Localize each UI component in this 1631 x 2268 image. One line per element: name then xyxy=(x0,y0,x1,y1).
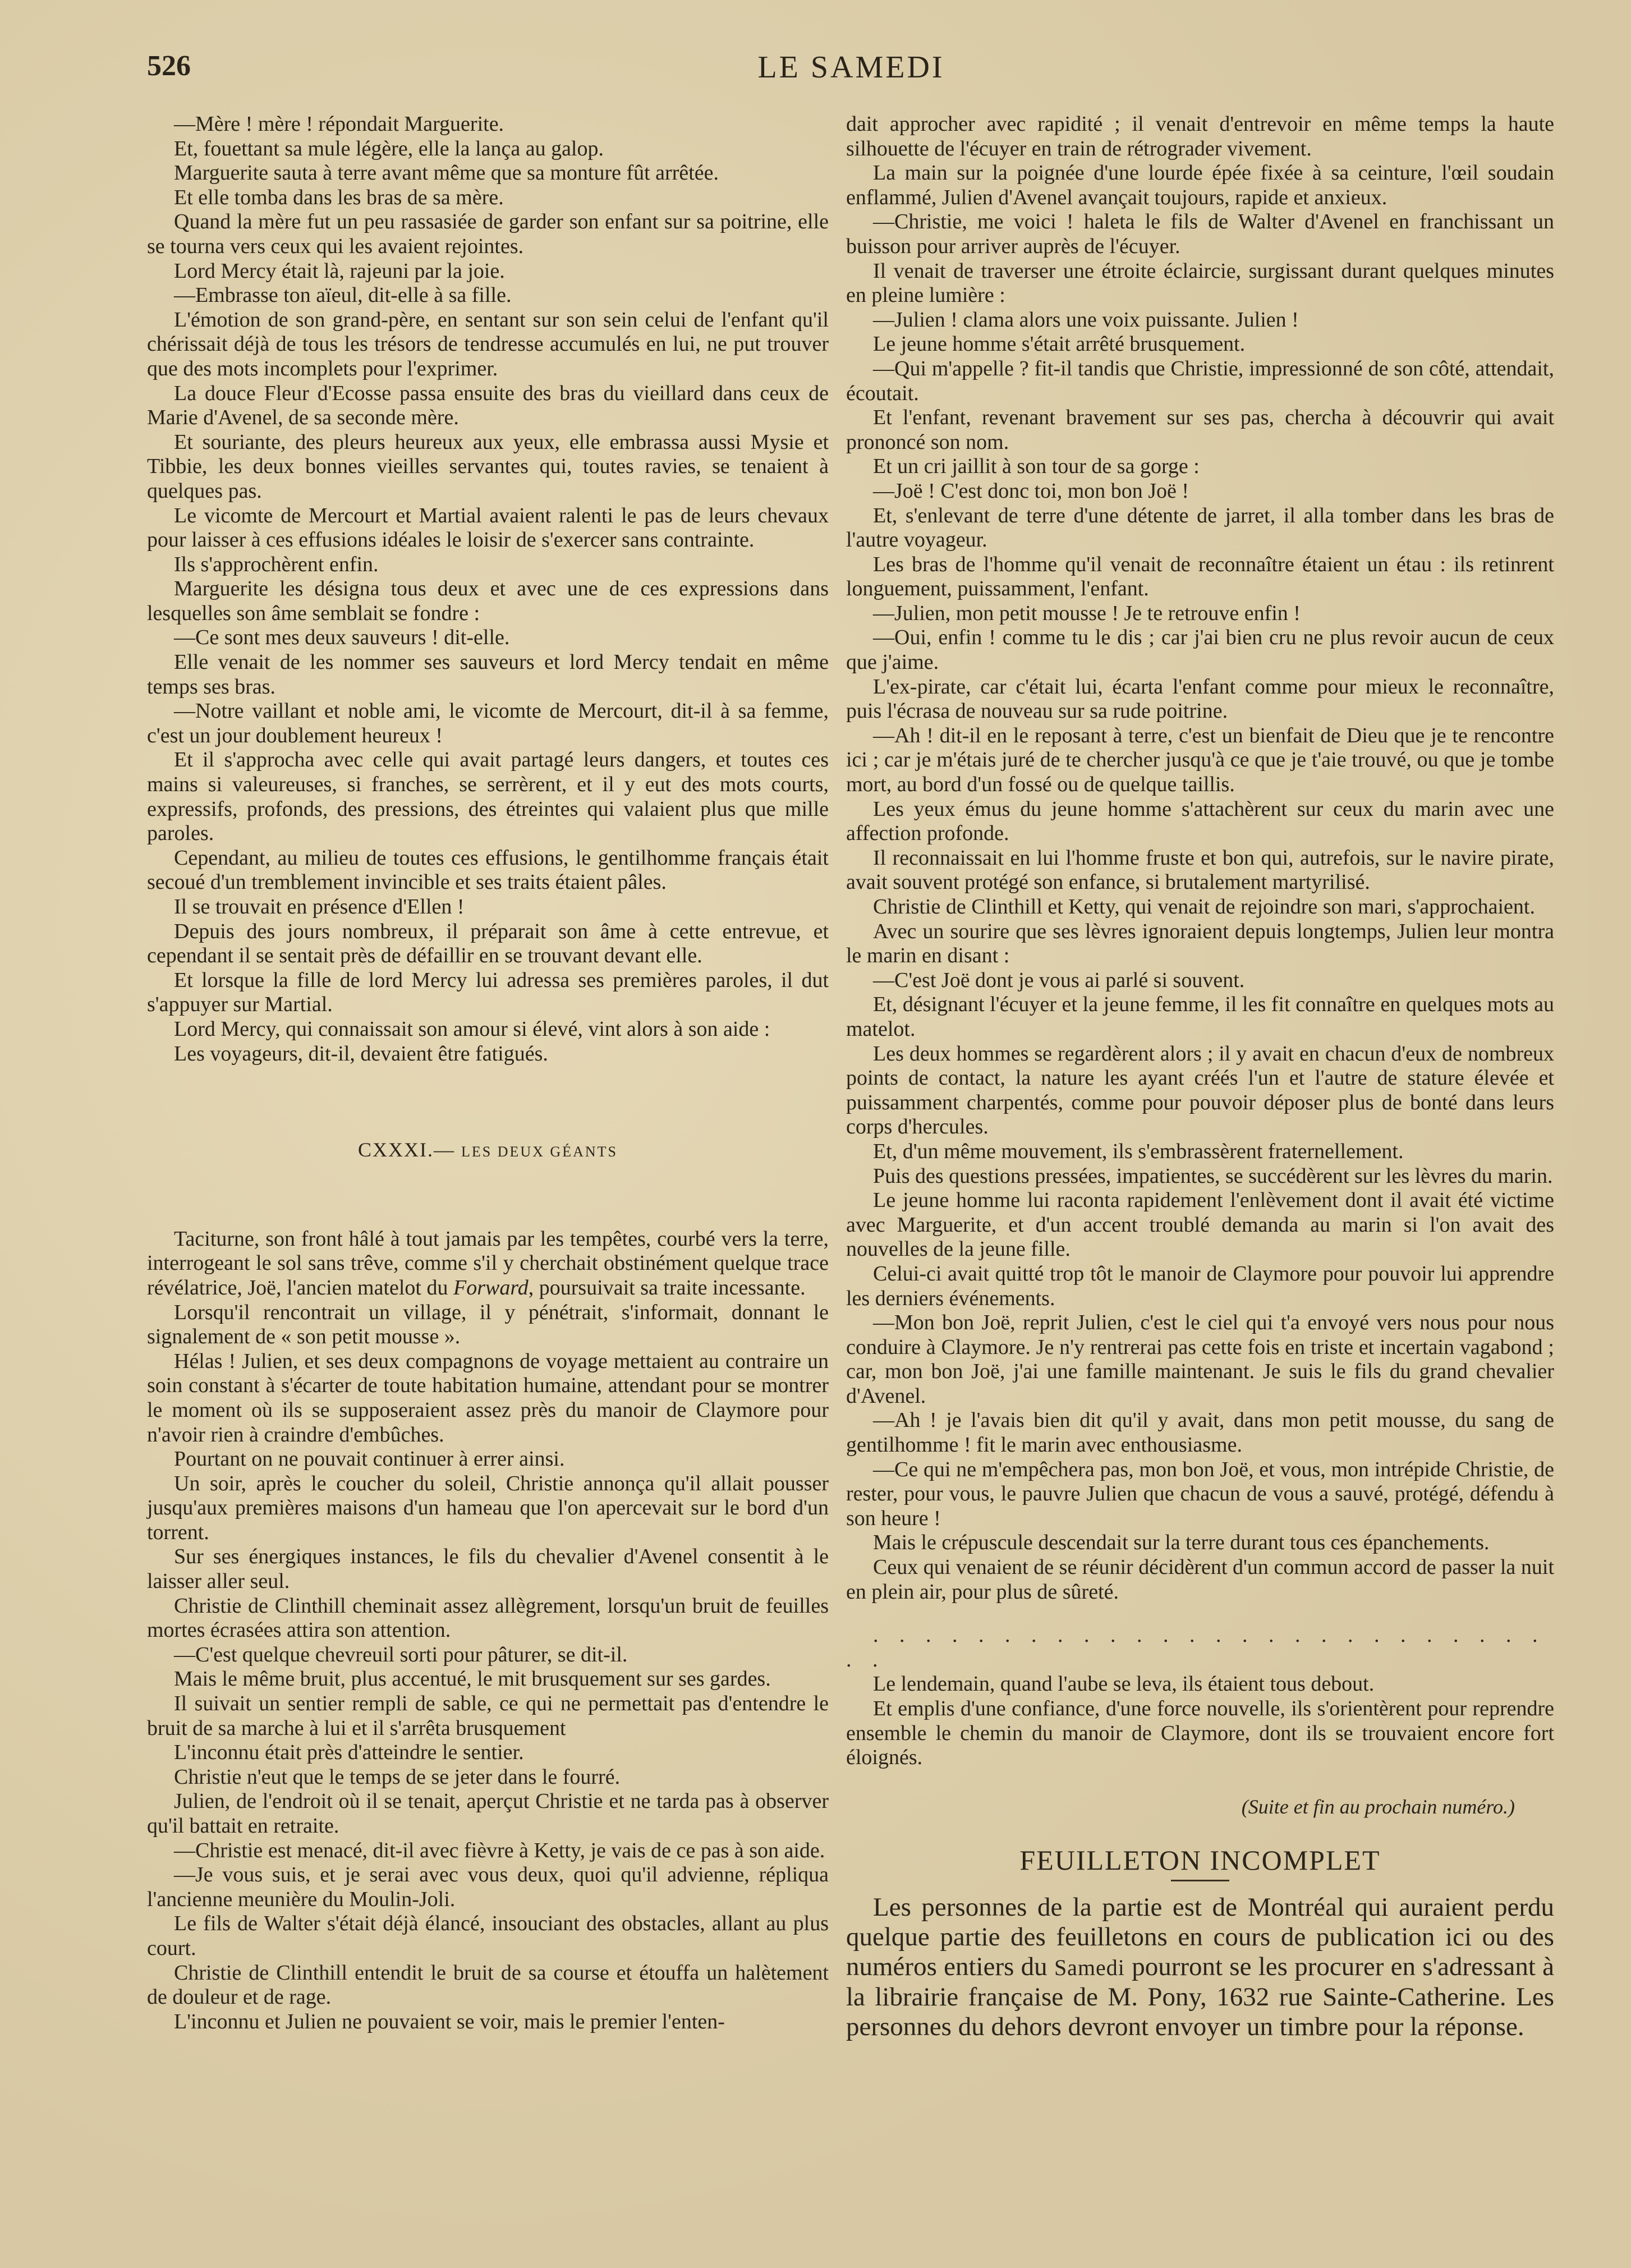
paragraph: Le jeune homme lui raconta rapidement l'enlèvement dont il avait été victime avec Marguerite, et d'un accent troublé demanda au marin si l'on avait des nouvelles de la jeune fille. xyxy=(846,1188,1554,1261)
paragraph: —C'est Joë dont je vous ai parlé si souvent. xyxy=(873,968,1245,992)
chapter-heading xyxy=(147,1138,829,1164)
paragraph: Et un cri jaillit à son tour de sa gorge : xyxy=(873,454,1200,479)
right-column xyxy=(846,112,1554,2042)
paragraph: Et lorsque la fille de lord Mercy lui adressa ses premières paroles, il dut s'appuyer sur Martial. xyxy=(147,968,829,1017)
paragraph: La douce Fleur d'Ecosse passa ensuite des bras du vieillard dans ceux de Marie d'Avenel, de sa seconde mère. xyxy=(147,381,829,430)
notice-text xyxy=(846,1893,1554,2042)
paragraph: —Notre vaillant et noble ami, le vicomte de Mercourt, dit-il à sa femme, c'est un jour doublement heureux ! xyxy=(147,699,829,747)
paragraph: Julien, de l'endroit où il se tenait, aperçut Christie et ne tarda pas à observer qu'il battait en retraite. xyxy=(147,1789,829,1838)
paragraph: Taciturne, son front hâlé à tout jamais par les tempêtes, courbé vers la terre, interrogeant le sol sans trêve, comme s'il y cherchait obstinément quelque trace révélatrice, Joë, l'ancien matelot du Forward, poursuivait sa traite incessante. xyxy=(147,1227,829,1300)
chapter-number: CXXXI.— xyxy=(358,1138,455,1161)
paragraph: dait approcher avec rapidité ; il venait d'entrevoir en même temps la haute silhouette de l'écuyer en train de rétrograder vivement. xyxy=(846,112,1554,160)
paragraph: —Ce sont mes deux sauveurs ! dit-elle. xyxy=(174,626,510,650)
paragraph: Il suivait un sentier rempli de sable, ce qui ne permettait pas d'entendre le bruit de sa marche à lui et il s'arrêta brusquement xyxy=(147,1692,829,1740)
paragraph: Sur ses énergiques instances, le fils du chevalier d'Avenel consentit à le laisser aller seul. xyxy=(147,1545,829,1594)
paragraph: —Oui, enfin ! comme tu le dis ; car j'ai bien cru ne plus revoir aucun de ceux que j'aime. xyxy=(846,626,1554,674)
paragraph: —Ah ! dit-il en le reposant à terre, c'est un bienfait de Dieu que je te rencontre ici ; car je m'étais juré de te chercher jusqu'à ce que je t'aie trouvé, ou que je tombe mort, au bord d'un fossé ou de quelque taillis. xyxy=(846,723,1554,797)
paragraph: Ils s'approchèrent enfin. xyxy=(174,552,379,576)
notice-text-part: pourront se les procurer en s'adressant à la librairie française de M. Pony, 1632 rue Sainte-Catherine. Les personnes du dehors devront envoyer un timbre pour la réponse. xyxy=(846,1952,1555,2041)
paragraph: Le vicomte de Mercourt et Martial avaient ralenti le pas de leurs chevaux pour laisser à ces effusions idéales le loisir de s'exercer sans contrainte. xyxy=(147,503,829,552)
paragraph: Et elle tomba dans les bras de sa mère. xyxy=(174,185,504,209)
paragraph: Ceux qui venaient de se réunir décidèrent d'un commun accord de passer la nuit en plein air, pour plus de sûreté. xyxy=(846,1555,1554,1604)
paragraph: Les bras de l'homme qu'il venait de reconnaître étaient un étau : ils retinrent longuement, puissamment, l'enfant. xyxy=(846,552,1554,601)
paragraph: L'émotion de son grand-père, en sentant sur son sein celui de l'enfant qu'il chérissait déjà de tous les trésors de tendresse accumulés en lui, ne put trouver que des mots incomplets pour l'exprimer. xyxy=(147,307,829,380)
paragraph: Hélas ! Julien, et ses deux compagnons de voyage mettaient au contraire un soin constant à s'écarter de toute habitation humaine, attendant pour se montrer le moment où ils se supposeraient assez près du manoir de Claymore pour n'avoir rien à craindre d'embûches. xyxy=(147,1349,829,1447)
paragraph: L'inconnu était près d'atteindre le sentier. xyxy=(174,1741,524,1765)
paragraph: Marguerite sauta à terre avant même que sa monture fût arrêtée. xyxy=(174,161,719,185)
paragraph: L'inconnu et Julien ne pouvaient se voir, mais le premier l'enten- xyxy=(174,2009,725,2033)
paragraph: Les deux hommes se regardèrent alors ; il y avait en chacun d'eux de nombreux points de contact, la nature les ayant créés l'un et l'autre de stature élevée et puissamment charpentés, comme pour pouvoir déposer plus de bonté dans leurs corps d'hercules. xyxy=(846,1041,1554,1139)
paragraph: Puis des questions pressées, impatientes, se succédèrent sur les lèvres du marin. xyxy=(873,1164,1553,1188)
paragraph: Christie de Clinthill cheminait assez allègrement, lorsqu'un bruit de feuilles mortes écrasées attira son attention. xyxy=(147,1594,829,1642)
paragraph: Celui-ci avait quitté trop tôt le manoir de Claymore pour pouvoir lui apprendre les derniers événements. xyxy=(846,1261,1554,1310)
paragraph: —Je vous suis, et je serai avec vous deux, quoi qu'il advienne, répliqua l'ancienne meunière du Moulin-Joli. xyxy=(147,1863,829,1911)
left-column xyxy=(147,112,829,2034)
newspaper-name: Samedi xyxy=(1054,1954,1125,1980)
paragraph: Cependant, au milieu de toutes ces effusions, le gentilhomme français était secoué d'un tremblement invincible et ses traits étaient pâles. xyxy=(147,846,829,894)
paragraph: Et, s'enlevant de terre d'une détente de jarret, il alla tomber dans les bras de l'autre voyageur. xyxy=(846,503,1554,552)
paragraph: —C'est quelque chevreuil sorti pour pâturer, se dit-il. xyxy=(174,1642,628,1666)
paragraph: Marguerite les désigna tous deux et avec une de ces expressions dans lesquelles son âme semblait se fondre : xyxy=(147,577,829,625)
paragraph: Et l'enfant, revenant bravement sur ses pas, chercha à découvrir qui avait prononcé son nom. xyxy=(846,406,1554,454)
paragraph: Et, désignant l'écuyer et la jeune femme, il les fit connaître en quelques mots au matelot. xyxy=(846,993,1554,1041)
page-number: 526 xyxy=(147,50,191,82)
continuation-note: (Suite et fin au prochain numéro.) xyxy=(1241,1795,1515,1818)
paragraph: Il se trouvait en présence d'Ellen ! xyxy=(174,895,465,919)
paragraph: Et, fouettant sa mule légère, elle la lança au galop. xyxy=(174,136,604,160)
paragraph: —Christie, me voici ! haleta le fils de Walter d'Avenel en franchissant un buisson pour arriver auprès de l'écuyer. xyxy=(846,210,1554,258)
paragraph: —Ce qui ne m'empêchera pas, mon bon Joë, et vous, mon intrépide Christie, de rester, pour vous, le pauvre Julien que chacun de vous a sauvé, protégé, défendu à son heure ! xyxy=(846,1457,1554,1530)
paragraph: Le jeune homme s'était arrêté brusquement. xyxy=(873,332,1246,356)
paragraph: Un soir, après le coucher du soleil, Christie annonça qu'il allait pousser jusqu'aux premières maisons d'un hameau que l'on apercevait sur le bord d'un torrent. xyxy=(147,1471,829,1544)
running-title: LE SAMEDI xyxy=(757,50,945,85)
paragraph: —Mère ! mère ! répondait Marguerite. xyxy=(174,112,504,136)
paragraph: Pourtant on ne pouvait continuer à errer ainsi. xyxy=(174,1447,565,1471)
paragraph: Les yeux émus du jeune homme s'attachèrent sur ceux du marin avec une affection profonde. xyxy=(846,797,1554,846)
paragraph: La main sur la poignée d'une lourde épée fixée à sa ceinture, l'œil soudain enflammé, Julien d'Avenel avançait toujours, rapide et anxieux. xyxy=(846,161,1554,209)
chapter-title: LES DEUX GÉANTS xyxy=(461,1144,618,1160)
paragraph: Le lendemain, quand l'aube se leva, ils étaient tous debout. xyxy=(873,1672,1375,1696)
paragraph: Mais le même bruit, plus accentué, le mit brusquement sur ses gardes. xyxy=(174,1667,771,1691)
paragraph: Mais le crépuscule descendait sur la terre durant tous ces épanchements. xyxy=(873,1531,1490,1555)
paragraph: Le fils de Walter s'était déjà élancé, insouciant des obstacles, allant au plus court. xyxy=(147,1912,829,1960)
paragraph: —Embrasse ton aïeul, dit-elle à sa fille. xyxy=(174,283,512,307)
paragraph: —Joë ! C'est donc toi, mon bon Joë ! xyxy=(873,479,1189,503)
paragraph: —Mon bon Joë, reprit Julien, c'est le ciel qui t'a envoyé vers nous pour nous conduire à Claymore. Je n'y rentrerai pas cette fois en triste et incertain vagabond ; car, mon bon Joë, j'ai une famille maintenant. Je suis le fils du grand chevalier d'Avenel. xyxy=(846,1311,1554,1408)
paragraph: —Ah ! je l'avais bien dit qu'il y avait, dans mon petit mousse, du sang de gentilhomme ! fit le marin avec enthousiasme. xyxy=(846,1408,1554,1457)
page-header xyxy=(147,49,1555,94)
paragraph: —Christie est menacé, dit-il avec fièvre à Ketty, je vais de ce pas à son aide. xyxy=(174,1838,825,1862)
paragraph: Et souriante, des pleurs heureux aux yeux, elle embrassa aussi Mysie et Tibbie, les deux bonnes vieilles servantes qui, toutes ravies, se tenaient à quelques pas. xyxy=(147,430,829,503)
paragraph: Et il s'approcha avec celle qui avait partagé leurs dangers, et toutes ces mains si valeureuses, si franches, se serrèrent, et il y eut des mots courts, expressifs, profonds, des pressions, des étreintes qui valaient plus que mille paroles. xyxy=(147,748,829,846)
paragraph: Il reconnaissait en lui l'homme fruste et bon qui, autrefois, sur le navire pirate, avait souvent protégé son enfance, si brutalement martyrilisé. xyxy=(846,846,1554,894)
paragraph: Christie de Clinthill et Ketty, qui venait de rejoindre son mari, s'approchaient. xyxy=(873,895,1535,919)
paragraph: Depuis des jours nombreux, il préparait son âme à cette entrevue, et cependant il se sentait près de défaillir en se trouvant devant elle. xyxy=(147,919,829,968)
paragraph: Elle venait de les nommer ses sauveurs et lord Mercy tendait en même temps ses bras. xyxy=(147,650,829,699)
title-rule xyxy=(1171,1880,1229,1881)
notice-title: FEUILLETON INCOMPLET xyxy=(1019,1844,1381,1876)
paragraph: —Julien, mon petit mousse ! Je te retrouve enfin ! xyxy=(873,601,1301,625)
paragraph: Lord Mercy était là, rajeuni par la joie. xyxy=(174,259,505,283)
paragraph: Et emplis d'une confiance, d'une force nouvelle, ils s'orientèrent pour reprendre ensemble le chemin du manoir de Claymore, dont ils se trouvaient encore fort éloignés. xyxy=(846,1697,1554,1770)
paragraph: Christie de Clinthill entendit le bruit de sa course et étouffa un halètement de douleur et de rage. xyxy=(147,1961,829,2009)
paragraph: L'ex-pirate, car c'était lui, écarta l'enfant comme pour mieux le reconnaître, puis l'écrasa de nouveau sur sa rude poitrine. xyxy=(846,674,1554,723)
paragraph: Avec un sourire que ses lèvres ignoraient depuis longtemps, Julien leur montra le marin en disant : xyxy=(846,919,1554,968)
notice-text-part: Les personnes de la partie est de Montréal qui auraient perdu quelque partie des feuilletons en cours de publication ici ou des numéros entiers du xyxy=(846,1892,1554,1981)
ellipsis-divider: . . . . . . . . . . . . . . . . . . . . . . . . . . . . xyxy=(846,1623,1546,1672)
paragraph: Il venait de traverser une étroite éclaircie, surgissant durant quelques minutes en pleine lumière : xyxy=(846,259,1554,307)
paragraph: Lord Mercy, qui connaissait son amour si élevé, vint alors à son aide : xyxy=(174,1017,770,1041)
paragraph: Les voyageurs, dit-il, devaient être fatigués. xyxy=(174,1041,548,1066)
paragraph: Lorsqu'il rencontrait un village, il y pénétrait, s'informait, donnant le signalement de « son petit mousse ». xyxy=(147,1300,829,1349)
paragraph: Quand la mère fut un peu rassasiée de garder son enfant sur sa poitrine, elle se tourna vers ceux qui les avaient rejointes. xyxy=(147,210,829,258)
paragraph: —Qui m'appelle ? fit-il tandis que Christie, impressionné de son côté, attendait, écoutait. xyxy=(846,356,1554,405)
paragraph: Christie n'eut que le temps de se jeter dans le fourré. xyxy=(174,1765,621,1789)
paragraph: Et, d'un même mouvement, ils s'embrassèrent fraternellement. xyxy=(873,1139,1404,1163)
paragraph: —Julien ! clama alors une voix puissante. Julien ! xyxy=(873,307,1299,332)
